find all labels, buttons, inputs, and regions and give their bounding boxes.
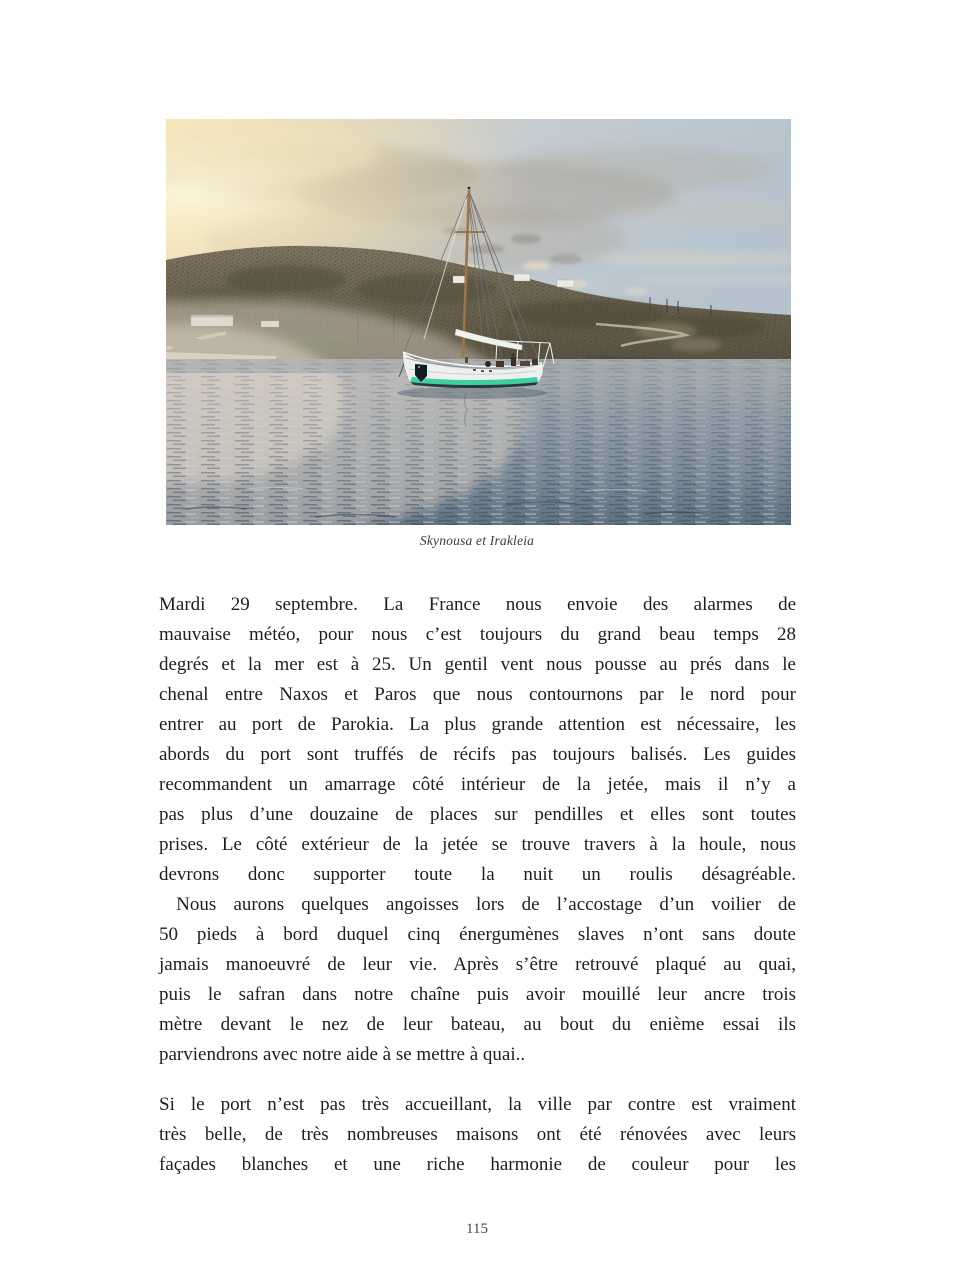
boat-reflection	[397, 387, 547, 399]
photo-caption: Skynousa et Irakleia	[419, 533, 535, 548]
text-line: devrons donc supporter toute la nuit un roulis désagréable.	[159, 864, 796, 885]
text-line: entrer au port de Parokia. La plus grande attention est nécessaire, les	[159, 714, 796, 735]
text-line: pas plus d’une douzaine de places sur pendilles et elles sont toutes	[159, 804, 796, 825]
text-line: recommandent un amarrage côté intérieur de la jetée, mais il n’y a	[159, 774, 796, 795]
text-line: Nous aurons quelques angoisses lors de l’accostage d’un voilier de	[159, 894, 796, 915]
text-line: degrés et la mer est à 25. Un gentil vent nous pousse au prés dans le	[159, 654, 796, 675]
photo-figure	[166, 119, 791, 525]
paragraph-1	[159, 590, 796, 1070]
text-line: prises. Le côté extérieur de la jetée se trouve travers à la houle, nous	[159, 834, 796, 855]
text-line: très belle, de très nombreuses maisons ont été rénovées avec leurs	[159, 1124, 796, 1145]
photo-image	[166, 119, 791, 525]
text-line: Mardi 29 septembre. La France nous envoie des alarmes de	[159, 594, 796, 615]
text-line: façades blanches et une riche harmonie de couleur pour les	[159, 1154, 796, 1175]
page-number: 115	[466, 1221, 488, 1237]
text-line: chenal entre Naxos et Paros que nous contournons par le nord pour	[159, 684, 796, 705]
text-line: 50 pieds à bord duquel cinq énergumènes slaves n’ont sans doute	[159, 924, 796, 945]
text-line: parviendrons avec notre aide à se mettre à quai..	[159, 1044, 526, 1065]
text-line: Si le port n’est pas très accueillant, la ville par contre est vraiment	[159, 1094, 796, 1115]
paragraph-2	[159, 1090, 796, 1180]
body-text	[159, 590, 796, 1180]
text-line: mètre devant le nez de leur bateau, au bout du enième essai ils	[159, 1014, 796, 1035]
text-line: mauvaise météo, pour nous c’est toujours du grand beau temps 28	[159, 624, 796, 645]
text-line: abords du port sont truffés de récifs pas toujours balisés. Les guides	[159, 744, 796, 765]
text-line: jamais manoeuvré de leur vie. Après s’être retrouvé plaqué au quai,	[159, 954, 796, 975]
text-line: puis le safran dans notre chaîne puis avoir mouillé leur ancre trois	[159, 984, 796, 1005]
